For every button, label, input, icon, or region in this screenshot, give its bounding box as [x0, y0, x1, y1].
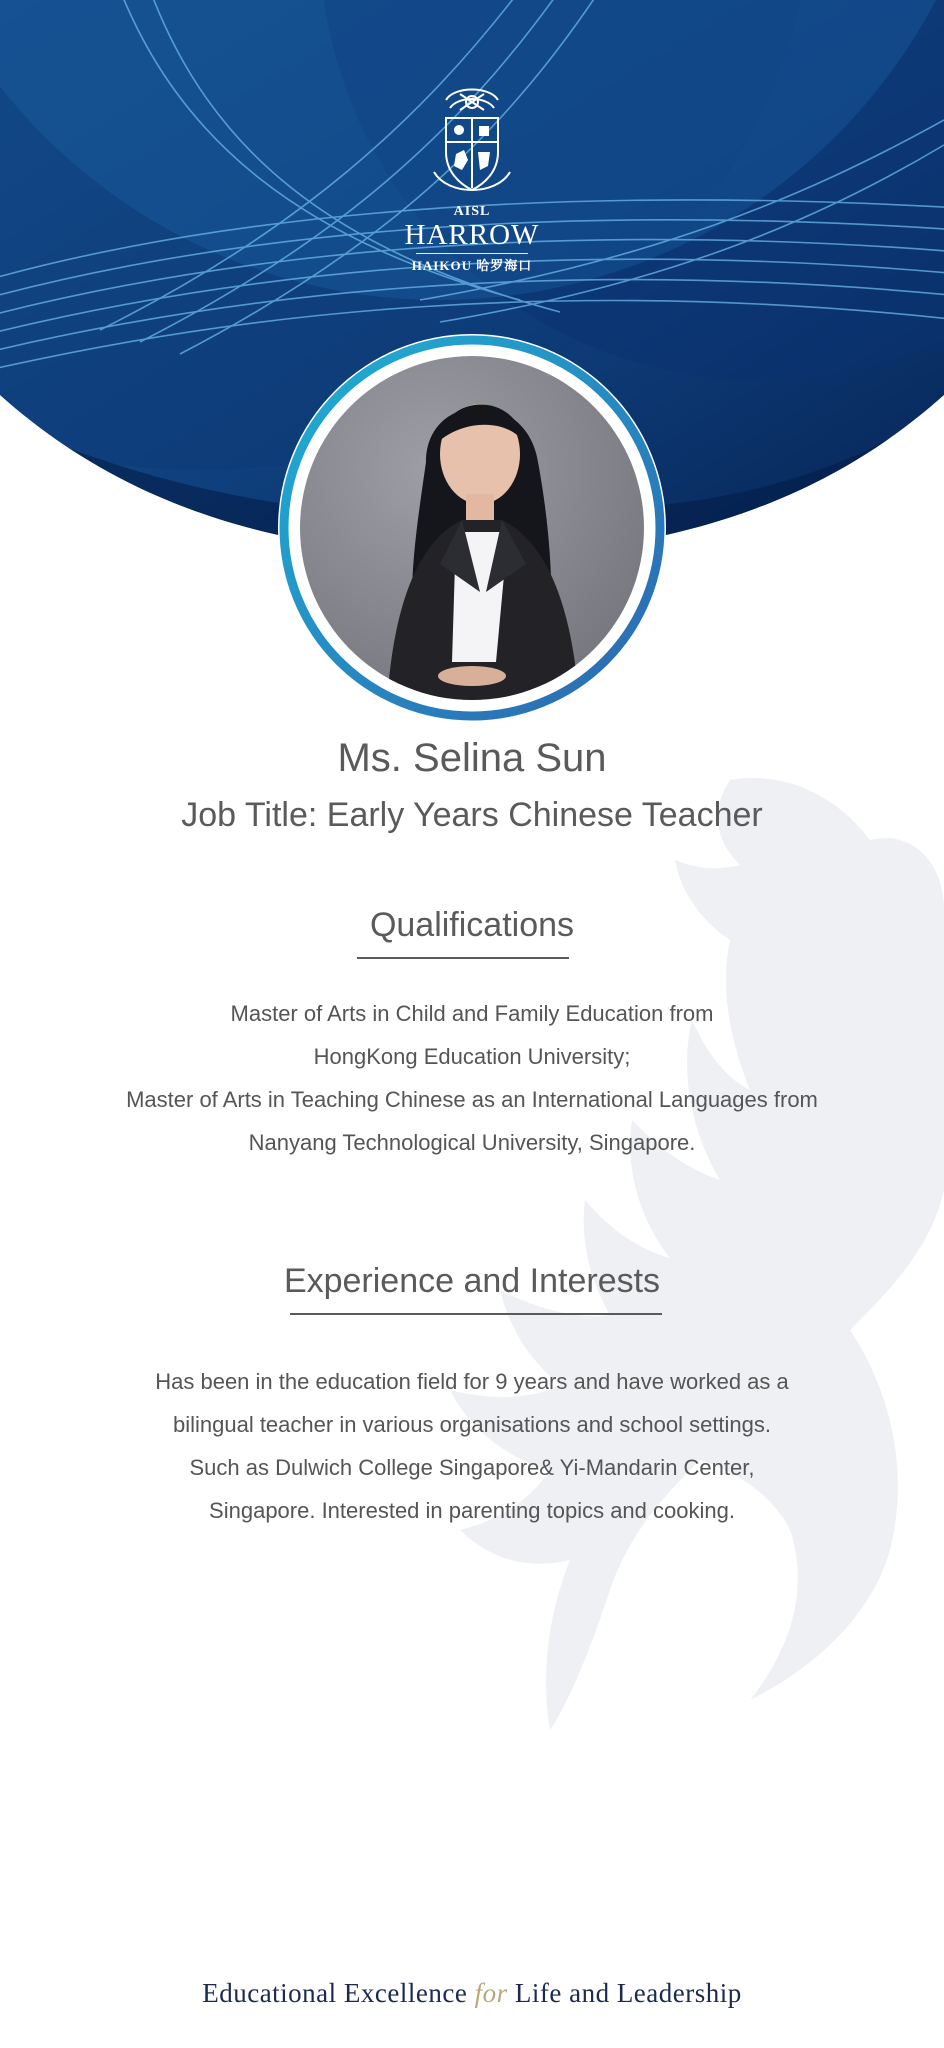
school-logo [392, 80, 552, 280]
tagline-part-1: Educational Excellence [202, 1978, 468, 2008]
tagline-for: for [474, 1978, 508, 2008]
qualifications-line: Nanyang Technological University, Singapore. [248, 1130, 696, 1155]
experience-underline [290, 1313, 662, 1315]
logo-harrow: HARROW [404, 219, 540, 251]
qualifications-line: Master of Arts in Teaching Chinese as an International Languages from [126, 1087, 818, 1112]
teacher-name: Ms. Selina Sun [337, 736, 607, 780]
logo-location: HAIKOU 哈罗海口 [411, 258, 533, 273]
tagline-part-3: Life and Leadership [514, 1978, 742, 2008]
experience-line: Singapore. Interested in parenting topics and cooking. [209, 1498, 735, 1523]
experience-heading: Experience and Interests [283, 1262, 661, 1300]
job-title: Job Title: Early Years Chinese Teacher [181, 796, 763, 834]
qualifications-line: Master of Arts in Child and Family Education from [230, 1001, 714, 1026]
qualifications-text [60, 992, 884, 1164]
tagline [0, 1978, 944, 2009]
experience-line: Has been in the education field for 9 years and have worked as a [155, 1369, 789, 1394]
experience-text [60, 1360, 884, 1532]
logo-aisl: AISL [453, 204, 491, 219]
experience-line: Such as Dulwich College Singapore& Yi-Mandarin Center, [189, 1455, 755, 1480]
qualifications-underline [357, 957, 569, 959]
qualifications-line: HongKong Education University; [313, 1044, 631, 1069]
experience-line: bilingual teacher in various organisations and school settings. [172, 1412, 772, 1437]
logo-divider [416, 253, 528, 254]
profile-photo [276, 332, 668, 724]
qualifications-heading: Qualifications [369, 906, 575, 944]
crest-icon [424, 80, 520, 202]
